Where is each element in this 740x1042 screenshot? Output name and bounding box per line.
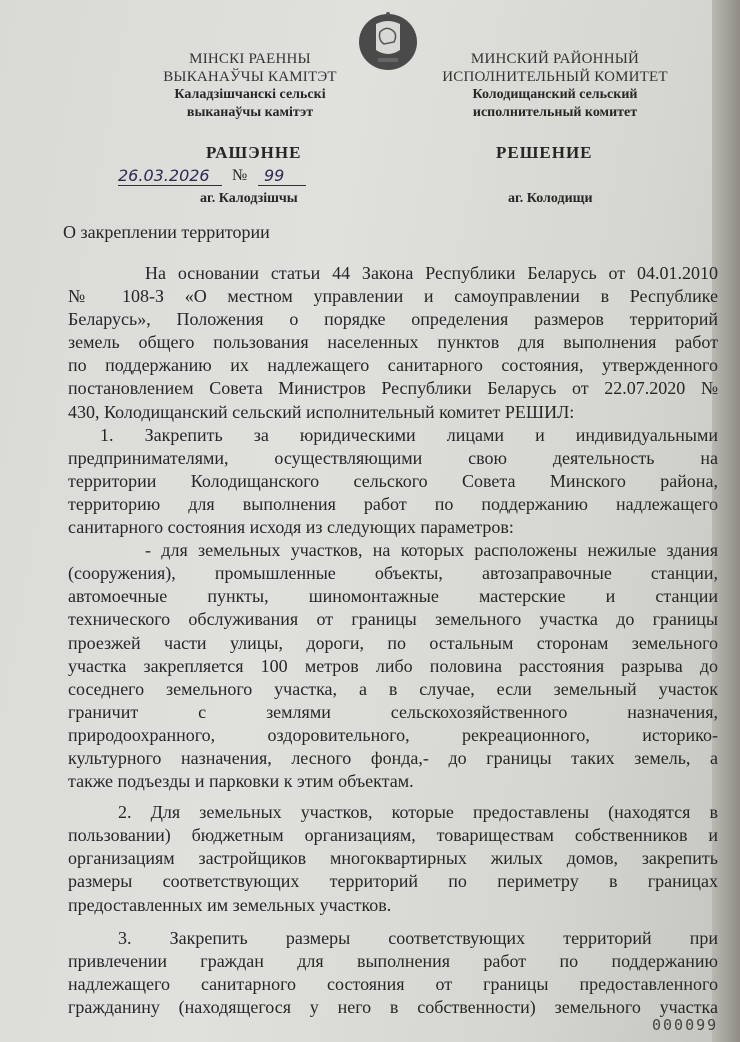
state-emblem-icon — [356, 10, 420, 72]
text-line: граничит с землями сельскохозяйственного назначения, — [68, 701, 718, 722]
text-line: соседнего земельного участка, а в случае, если земельный участок — [68, 678, 718, 699]
text-line: размеры соответствующих территорий по периметру в границах — [68, 871, 718, 892]
text-line: по поддержанию их надлежащего санитарного состояния, утвержденного — [68, 355, 718, 376]
text-line: предоставленных им земельных участков. — [68, 894, 392, 915]
text-line: земель общего пользования населенных пунктов для выполнения работ — [68, 332, 718, 353]
text-line: (сооружения), промышленные объекты, автозаправочные станции, — [68, 563, 718, 584]
org-sub-line: выканаўчы камітэт — [186, 105, 314, 120]
org-name-line: МІНСКІ РАЕННЫ — [189, 51, 311, 67]
org-name-line: ВЫКАНАЎЧЫ КАМІТЭТ — [163, 69, 337, 85]
header-left-belarusian — [150, 50, 350, 122]
handwritten-number: 99 — [258, 166, 306, 186]
number-label: № — [232, 167, 248, 184]
document-body — [68, 262, 718, 1019]
text-line: организациям застройщиков многоквартирных жилых домов, закрепить — [68, 848, 718, 869]
org-sub-line: Колодищанский сельский — [472, 87, 638, 102]
text-line: автомоечные пункты, шиномонтажные мастерские и станции — [68, 586, 718, 607]
text-line: 430, Колодищанский сельский исполнительный комитет РЕШИЛ: — [68, 401, 575, 422]
document-title: О закреплении территории — [63, 222, 270, 242]
text-line: территорию для выполнения работ по поддержанию надлежащего — [68, 493, 718, 514]
header-right-russian — [440, 50, 670, 122]
text-line: постановлением Совета Министров Республики Беларусь от 22.07.2020 № — [68, 378, 718, 399]
text-line: привлечении граждан для выполнения работ по поддержанию — [68, 950, 718, 971]
paragraph — [68, 927, 718, 1019]
text-line: культурного назначения, лесного фонда,- до границы таких земель, а — [68, 747, 718, 768]
paragraph — [68, 801, 718, 916]
text-line: 1. Закрепить за юридическими лицами и индивидуальными — [100, 424, 718, 445]
handwritten-date: 26.03.2026 — [118, 166, 222, 186]
org-sub-line: исполнительный комитет — [472, 105, 638, 120]
text-line: надлежащего санитарного состояния от границы предоставленного — [68, 973, 718, 994]
paragraph — [68, 262, 718, 424]
org-name-line: МИНСКИЙ РАЙОННЫЙ — [470, 51, 640, 67]
text-line: На основании статьи 44 Закона Республики Беларусь от 04.01.2010 — [145, 263, 718, 283]
place-russian: аг. Колодищи — [508, 191, 593, 206]
text-line: Беларусь», Положения о порядке определения размеров территорий — [68, 309, 718, 330]
text-line: - для земельных участков, на которых расположены нежилые здания — [145, 540, 718, 561]
text-line: природоохранного, оздоровительного, рекреационного, историко- — [68, 724, 718, 745]
text-line: № 108-З «О местном управлении и самоуправлении в Республике — [68, 286, 718, 307]
text-line: 3. Закрепить размеры соответствующих территорий при — [118, 927, 718, 948]
text-line: также подъезды и парковки к этим объектам. — [68, 771, 414, 792]
text-line: участка закрепляется 100 метров либо половина расстояния разрыва до — [68, 655, 718, 676]
org-sub-line: Каладзішчанскі сельскі — [174, 87, 326, 102]
org-name-line: ИСПОЛНИТЕЛЬНЫЙ КОМИТЕТ — [442, 69, 668, 85]
doc-kind-russian: РЕШЕНИЕ — [496, 143, 593, 162]
text-line: 2. Для земельных участков, которые предоставлены (находятся в — [118, 802, 718, 823]
paragraph — [68, 539, 718, 793]
page-stamp-number: 000099 — [652, 1016, 719, 1034]
text-line: санитарного состояния исходя из следующих параметров: — [68, 517, 514, 538]
text-line: гражданину (находящегося у него в собственности) земельного участка — [68, 996, 718, 1017]
doc-kind-belarusian: РАШЭННЕ — [206, 143, 302, 162]
text-line: технического обслуживания от границы земельного участка до границы — [68, 609, 718, 630]
paragraph — [68, 424, 718, 539]
text-line: пользовании) бюджетным организациям, товариществам собственников и — [68, 825, 718, 846]
text-line: предпринимателями, осуществляющими свою деятельность на — [68, 447, 718, 468]
place-belarusian: аг. Калодзішчы — [200, 191, 298, 206]
text-line: территории Колодищанского сельского Совета Минского района, — [68, 470, 718, 491]
text-line: проезжей части улицы, дороги, по остальным сторонам земельного — [68, 632, 718, 653]
